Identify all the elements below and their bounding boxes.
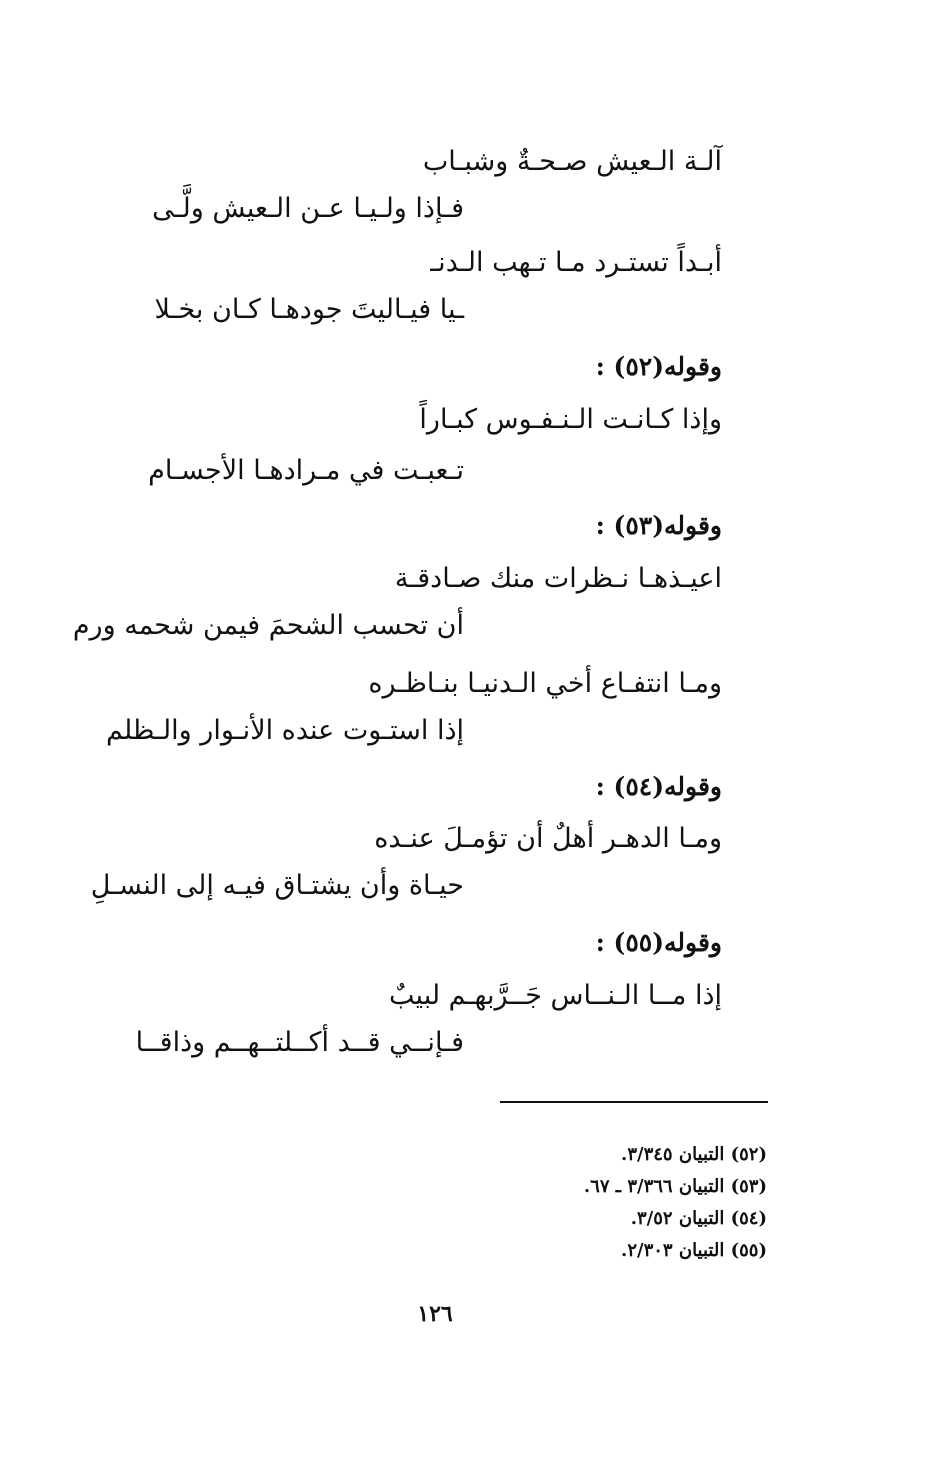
- footnote: (٥٣) التبيان ٣/٣٦٦ ـ ٦٧.: [583, 1176, 767, 1197]
- poem-line: حيـاة وأن يشتـاق فيـه إلى النسـلِ: [90, 870, 464, 901]
- poem-line: آلـة الـعيش صـحـةٌ وشبـاب: [422, 146, 722, 177]
- poem-line: فـإذا ولـيـا عـن الـعيش ولَّـى: [152, 193, 464, 224]
- footnote: (٥٥) التبيان ٢/٣٠٣.: [621, 1240, 767, 1261]
- poem-line: إذا مــا الـنــاس جَــرَّبهـم لبيبٌ: [389, 980, 722, 1011]
- quote-intro: وقوله(٥٢) :: [595, 352, 722, 381]
- poem-line: أن تحسب الشحمَ فيمن شحمه ورم: [72, 610, 464, 641]
- page-number: ١٢٦: [417, 1301, 453, 1327]
- poem-line: فـإنــي قــد أكــلتــهــم وذاقــا: [135, 1027, 464, 1058]
- poem-line: ـيا فيـاليتَ جودهـا كـان بخـلا: [154, 294, 464, 325]
- poem-line: أبـداً تستـرد مـا تـهب الـدنـ: [430, 247, 722, 278]
- poem-line: تـعبـت في مـرادهـا الأجسـام: [148, 455, 464, 486]
- poem-line: ومـا انتفـاع أخي الـدنيـا بنـاظـره: [368, 668, 722, 699]
- footnote: (٥٤) التبيان ٣/٥٢.: [630, 1208, 767, 1229]
- poem-line: اعيـذهـا نـظرات منك صـادقـة: [394, 563, 722, 594]
- footnote: (٥٢) التبيان ٣/٣٤٥.: [621, 1144, 767, 1165]
- footnote-divider: [500, 1101, 768, 1103]
- quote-intro: وقوله(٥٤) :: [595, 772, 722, 801]
- poem-line: وإذا كـانـت الـنـفـوس كبـاراً: [419, 404, 722, 435]
- poem-line: ومـا الدهـر أهلٌ أن تؤمـلَ عنـده: [374, 823, 722, 854]
- quote-intro: وقوله(٥٣) :: [595, 511, 722, 540]
- poem-line: إذا استـوت عنده الأنـوار والـظلم: [105, 715, 464, 746]
- quote-intro: وقوله(٥٥) :: [595, 928, 722, 957]
